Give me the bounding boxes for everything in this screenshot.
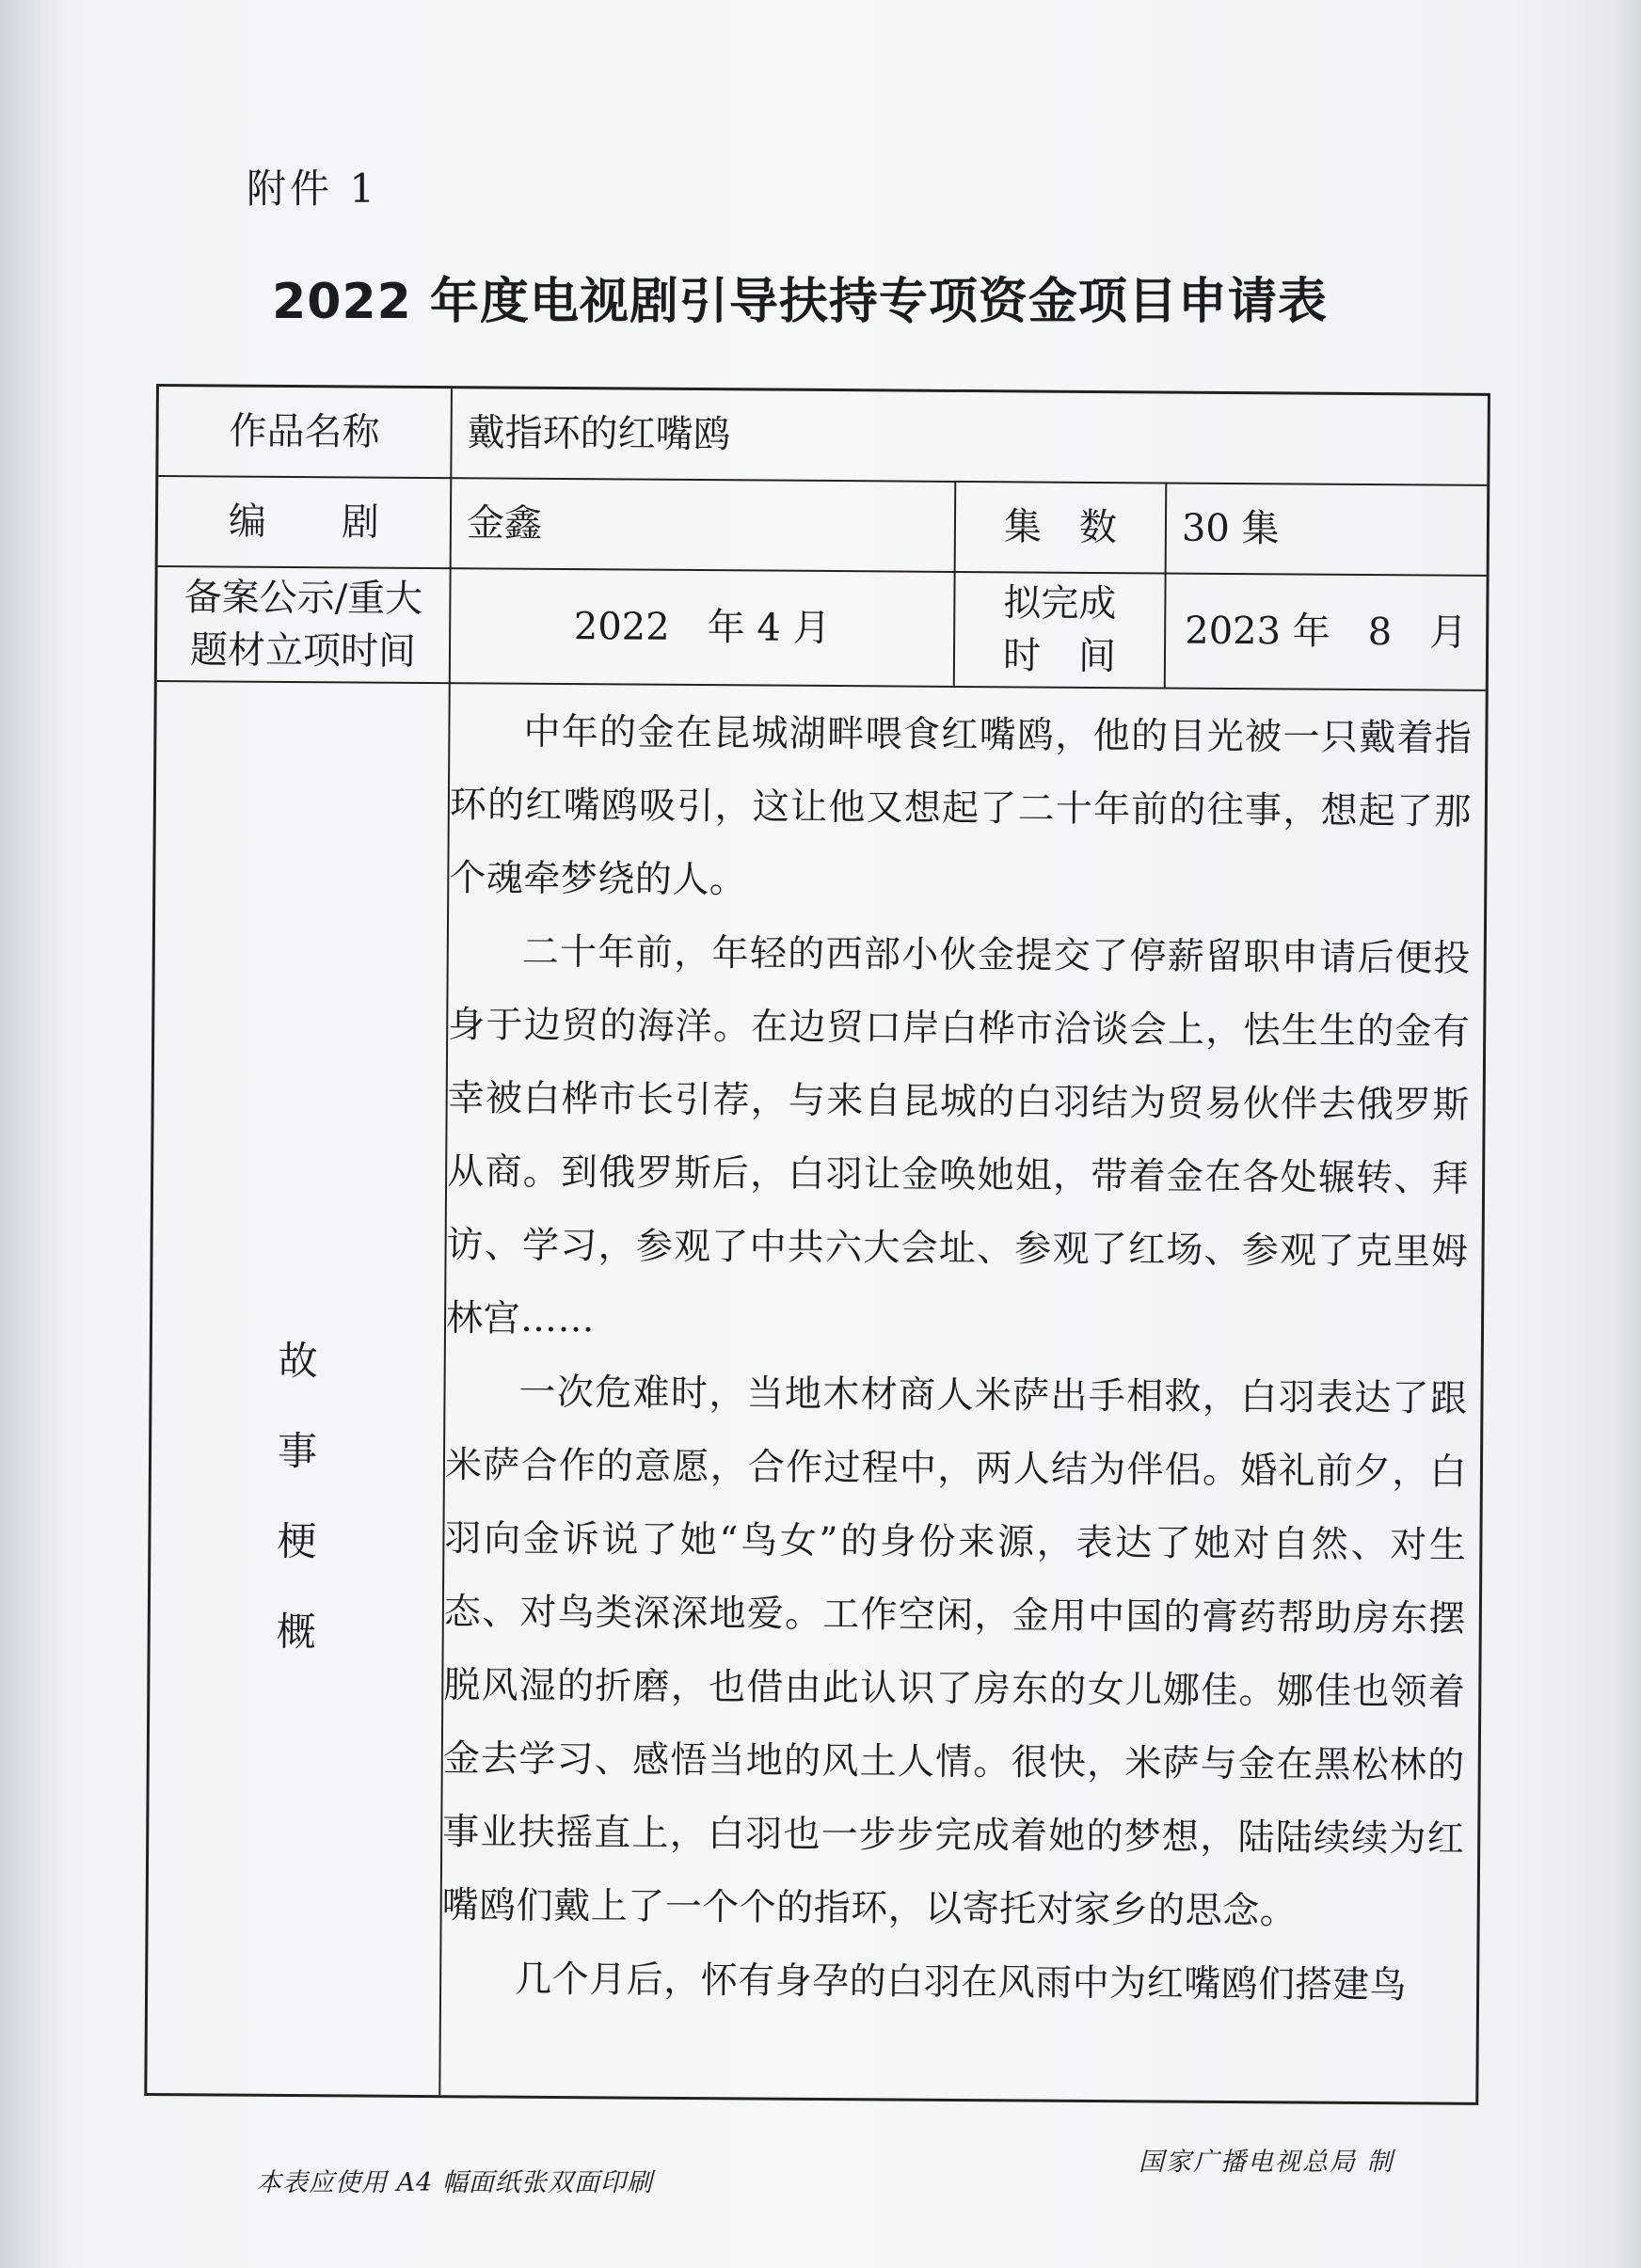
footer-print-note: 本表应使用 A4 幅面纸张双面印刷: [256, 2168, 653, 2197]
writer-value: 金鑫: [466, 501, 543, 546]
writer-label: 编 剧: [228, 500, 380, 545]
completion-time-label: [955, 573, 1165, 688]
synopsis-paragraph: 一次危难时，当地木材商人米萨出手相救，白羽表达了跟米萨合作的意愿，合作过程中，两人结为伴侣。婚礼前夕，白羽向金诉说了她“鸟女”的身份来源，表达了她对自然、对生态、对鸟类深深地爱。工作空闲，金用中国的膏药帮助房东摆脱风湿的折磨，也借由此认识了房东的女儿娜佳。娜佳也领着金去学习、感悟当地的风土人情。很快，米萨与金在黑松林的事业扶摇直上，白羽也一步步完成着她的梦想，陆陆续续为红嘴鸥们戴上了一个个的指环，以寄托对家乡的思念。: [441, 1371, 1468, 1933]
completion-label-line1: 拟完成: [1003, 581, 1117, 626]
page-edge-shadow-right: [1613, 0, 1641, 2268]
episodes-label: 集 数: [1003, 505, 1118, 550]
work-name-label: 作品名称: [229, 409, 380, 454]
completion-time-value: 2023 年 8 月: [1185, 609, 1468, 655]
page-edge-shadow: [0, 0, 66, 2268]
attachment-label: 附件 1: [247, 166, 379, 212]
synopsis-paragraph: 几个月后，怀有身孕的白羽在风雨中为红嘴鸥们搭建鸟: [515, 1958, 1408, 2007]
synopsis-label-char: 事: [277, 1427, 318, 1475]
application-form-table: [144, 384, 1490, 2105]
filing-label-line2: 题材立项时间: [189, 628, 417, 674]
synopsis-label-char: 梗: [277, 1517, 317, 1565]
episodes-value: 30 集: [1181, 506, 1280, 551]
filing-label-line1: 备案公示/重大: [183, 576, 423, 621]
synopsis-label-char: 故: [278, 1337, 318, 1385]
page-title: 2022 年度电视剧引导扶持专项资金项目申请表: [272, 274, 1328, 330]
footer-issuer: 国家广播电视总局 制: [1139, 2148, 1394, 2177]
synopsis-label: [147, 682, 448, 2095]
filing-time-value: 2022 年 4 月: [573, 605, 831, 651]
synopsis-label-char: 概: [276, 1608, 316, 1656]
work-name-value: 戴指环的红嘴鸥: [467, 411, 731, 457]
filing-time-label: [157, 567, 450, 682]
synopsis-paragraph: 中年的金在昆城湖畔喂食红嘴鸥，他的目光被一只戴着指环的红嘴鸥吸引，这让他又想起了二十年前的往事，想起了那个魂牵梦绕的人。: [449, 710, 1473, 902]
completion-label-line2: 时 间: [1002, 634, 1117, 679]
synopsis-text: [440, 695, 1472, 2095]
synopsis-paragraph: 二十年前，年轻的西部小伙金提交了停薪留职申请后便投身于边贸的海洋。在边贸口岸白桦市洽谈会上，怯生生的金有幸被白桦市长引荐，与来自昆城的白羽结为贸易伙伴去俄罗斯从商。到俄罗斯后，白羽让金唤她姐，带着金在各处辗转、拜访、学习，参观了中共六大会址、参观了红场、参观了克里姆林宫……: [445, 930, 1471, 1341]
